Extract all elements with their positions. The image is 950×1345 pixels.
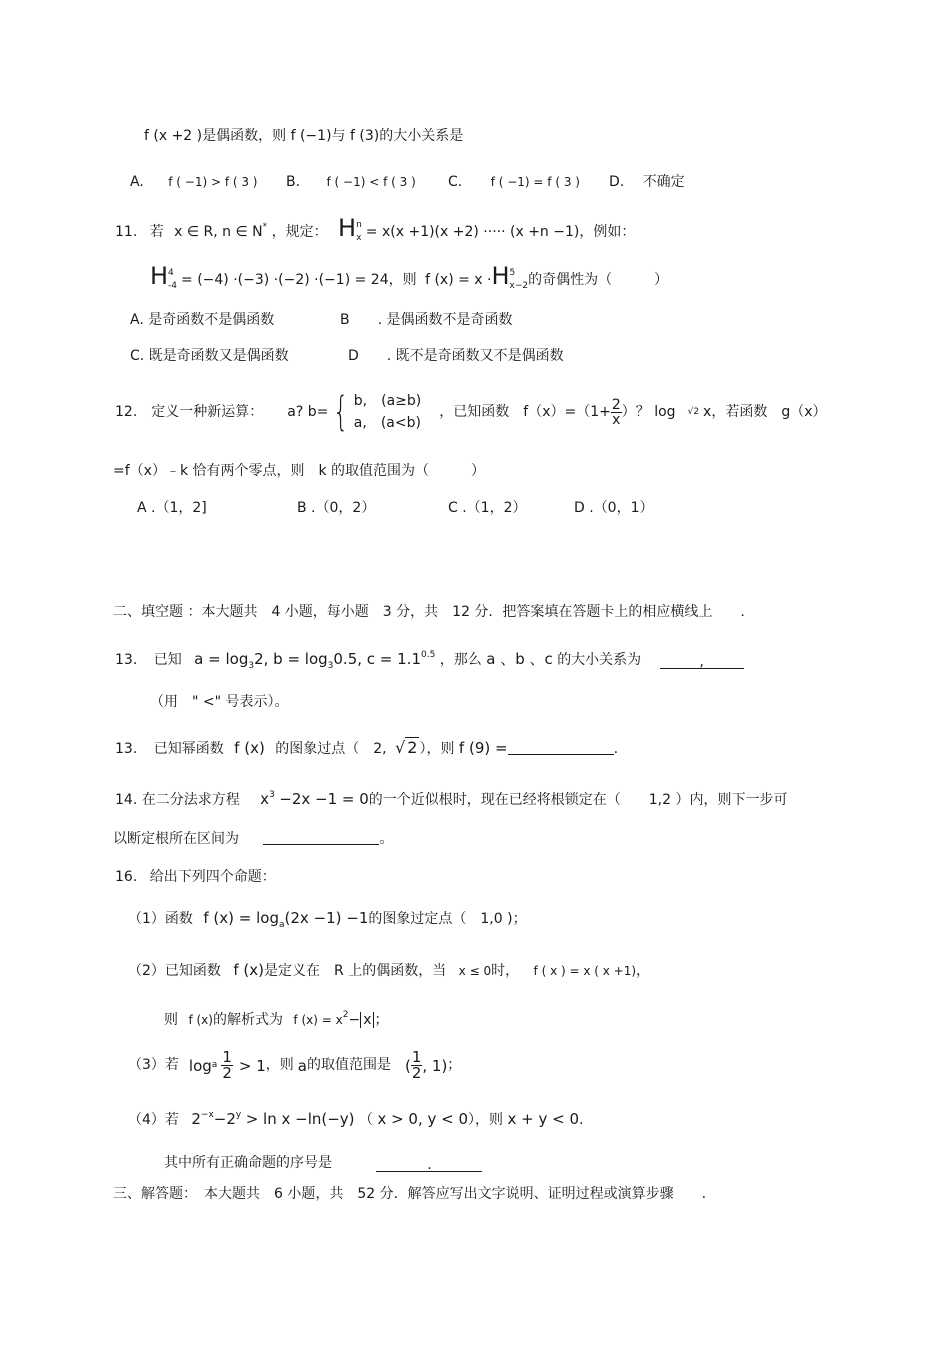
q10-option-a: A. f ( −1) > f ( 3 ) <box>130 174 258 190</box>
q16-prop-2: （2）已知函数 f (x)是定义在 R 上的偶函数，当 x ≤ 0时， f ( x ) = x ( x +1)， <box>128 961 651 979</box>
q16-number: 16. <box>115 869 138 885</box>
q10-stem: f (x +2 )是偶函数，则 f (−1)与 f (3)的大小关系是 <box>144 128 464 144</box>
q10-option-d: D. 不确定 <box>609 174 685 190</box>
q16-prop-3-range-fraction: $\frac{1}{2}$ <box>411 1048 422 1082</box>
q12-number: 12. <box>115 403 138 420</box>
q16-prop-3-fraction: $\frac{1}{2}$ <box>222 1048 232 1082</box>
q12-option-d: D .（0，1） <box>574 500 654 516</box>
q11-option-b: B . 是偶函数不是奇函数 <box>340 312 513 328</box>
q11-number: 11. <box>115 224 138 240</box>
section-3-heading: 三、解答题： 本大题共 6 小题，共 52 分．解答应写出文字说明、证明过程或演算步骤 . <box>113 1186 707 1202</box>
q13b-sqrt: √ 2 <box>395 738 418 757</box>
q16-prop-3: （3）若 log a $\frac{1}{2}$ > 1 ，则 a 的取值范围是 ( $\frac{1}{2}$ , 1) ； <box>128 1048 462 1082</box>
q10-option-b: B. f ( −1) < f ( 3 ) <box>286 174 416 190</box>
q13b-number: 13. <box>115 741 138 757</box>
q12-fraction: $\frac{2}{x}$ <box>611 396 621 428</box>
q12-stem: 12. 定义一种新运算： a? b= { b, (a≥b) a, (a<b) ，已知函数 f（x）=（1+ $\frac{2}{x}$ ）？ log √2 x，若函数 g（x） <box>115 389 827 435</box>
q11-option-d: D . 既不是奇函数又不是偶函数 <box>348 348 564 364</box>
q13a-stem: 13. 已知 $a = \log_32$, $b = \log_30.5$, $c = 1.1^{0.5}$ ，那么 a 、b 、c 的大小关系为 , <box>115 650 744 672</box>
q13a-note: （用 " <" 号表示）。 <box>150 694 289 710</box>
q12-option-c: C .（1，2） <box>448 500 527 516</box>
q13b-answer-blank[interactable] <box>508 740 614 755</box>
q14-stem: 14. 在二分法求方程 $x^3 -2x -1 = 0$的一个近似根时，现在已经将根锁定在（ 1,2 ）内，则下一步可 <box>115 790 788 808</box>
q16-prop-2-cont: 则 f (x)的解析式为 f $(x) = x^2- x$ ； <box>164 1010 389 1028</box>
q13a-number: 13. <box>115 652 138 668</box>
q12-option-b: B .（0，2） <box>297 500 376 516</box>
q11-option-c: C. 既是奇函数又是偶函数 <box>130 348 289 364</box>
q16-stem: 16. 给出下列四个命题： <box>115 869 276 885</box>
q13b-stem: 13. 已知幂函数 f (x) 的图象过点（ 2, √ 2 ），则 f (9) = . <box>115 738 619 757</box>
q14-answer-blank[interactable] <box>263 830 379 845</box>
q10-option-c: C. f ( −1) = f ( 3 ) <box>448 174 580 190</box>
q14-line2: 以断定根所在区间为 。 <box>113 831 394 847</box>
q11-option-a: A. 是奇函数不是偶函数 <box>130 312 275 328</box>
q11-stem: 11. 若 x ∈ R, n ∈ N* ，规定： H n x = x(x +1)(x +2) ····· (x +n −1)，例如： <box>115 214 636 243</box>
q12-piecewise-brace: { <box>333 389 349 435</box>
q10-expr: f (x +2 ) <box>144 128 203 144</box>
q12-line2: =f（x）﹣k 恰有两个零点，则 k 的取值范围为（ ） <box>113 463 486 479</box>
q12-piecewise: b, (a≥b) a, (a<b) <box>353 393 422 431</box>
section-2-heading: 二、填空题 ：本大题共 4 小题，每小题 3 分，共 12 分．把答案填在答题卡上的相应横线上 . <box>113 604 745 620</box>
q16-prop-1: （1）函数 f $(x) = \log_a(2x -1) -1$的图象过定点（ 1,0 )； <box>128 909 527 930</box>
q12-option-a: A .（1，2] <box>137 500 207 516</box>
q14-number: 14. <box>115 792 138 808</box>
q16-answer-line: 其中所有正确命题的序号是 . <box>164 1155 482 1172</box>
q16-prop-4: （4）若 $2^{-x}-2^y > \ln x -\ln(-y)$ （ x > 0, y < 0），则 x + y < 0. <box>128 1110 584 1128</box>
q16-answer-blank[interactable]: . <box>376 1157 482 1172</box>
q13a-answer-blank[interactable]: , <box>660 654 744 669</box>
q11-example: H 4 -4 = (−4) ·(−3) ·(−2) ·(−1) = 24，则 f (x) = x ·H 5 x−2 的奇偶性为（ ） <box>150 262 669 291</box>
